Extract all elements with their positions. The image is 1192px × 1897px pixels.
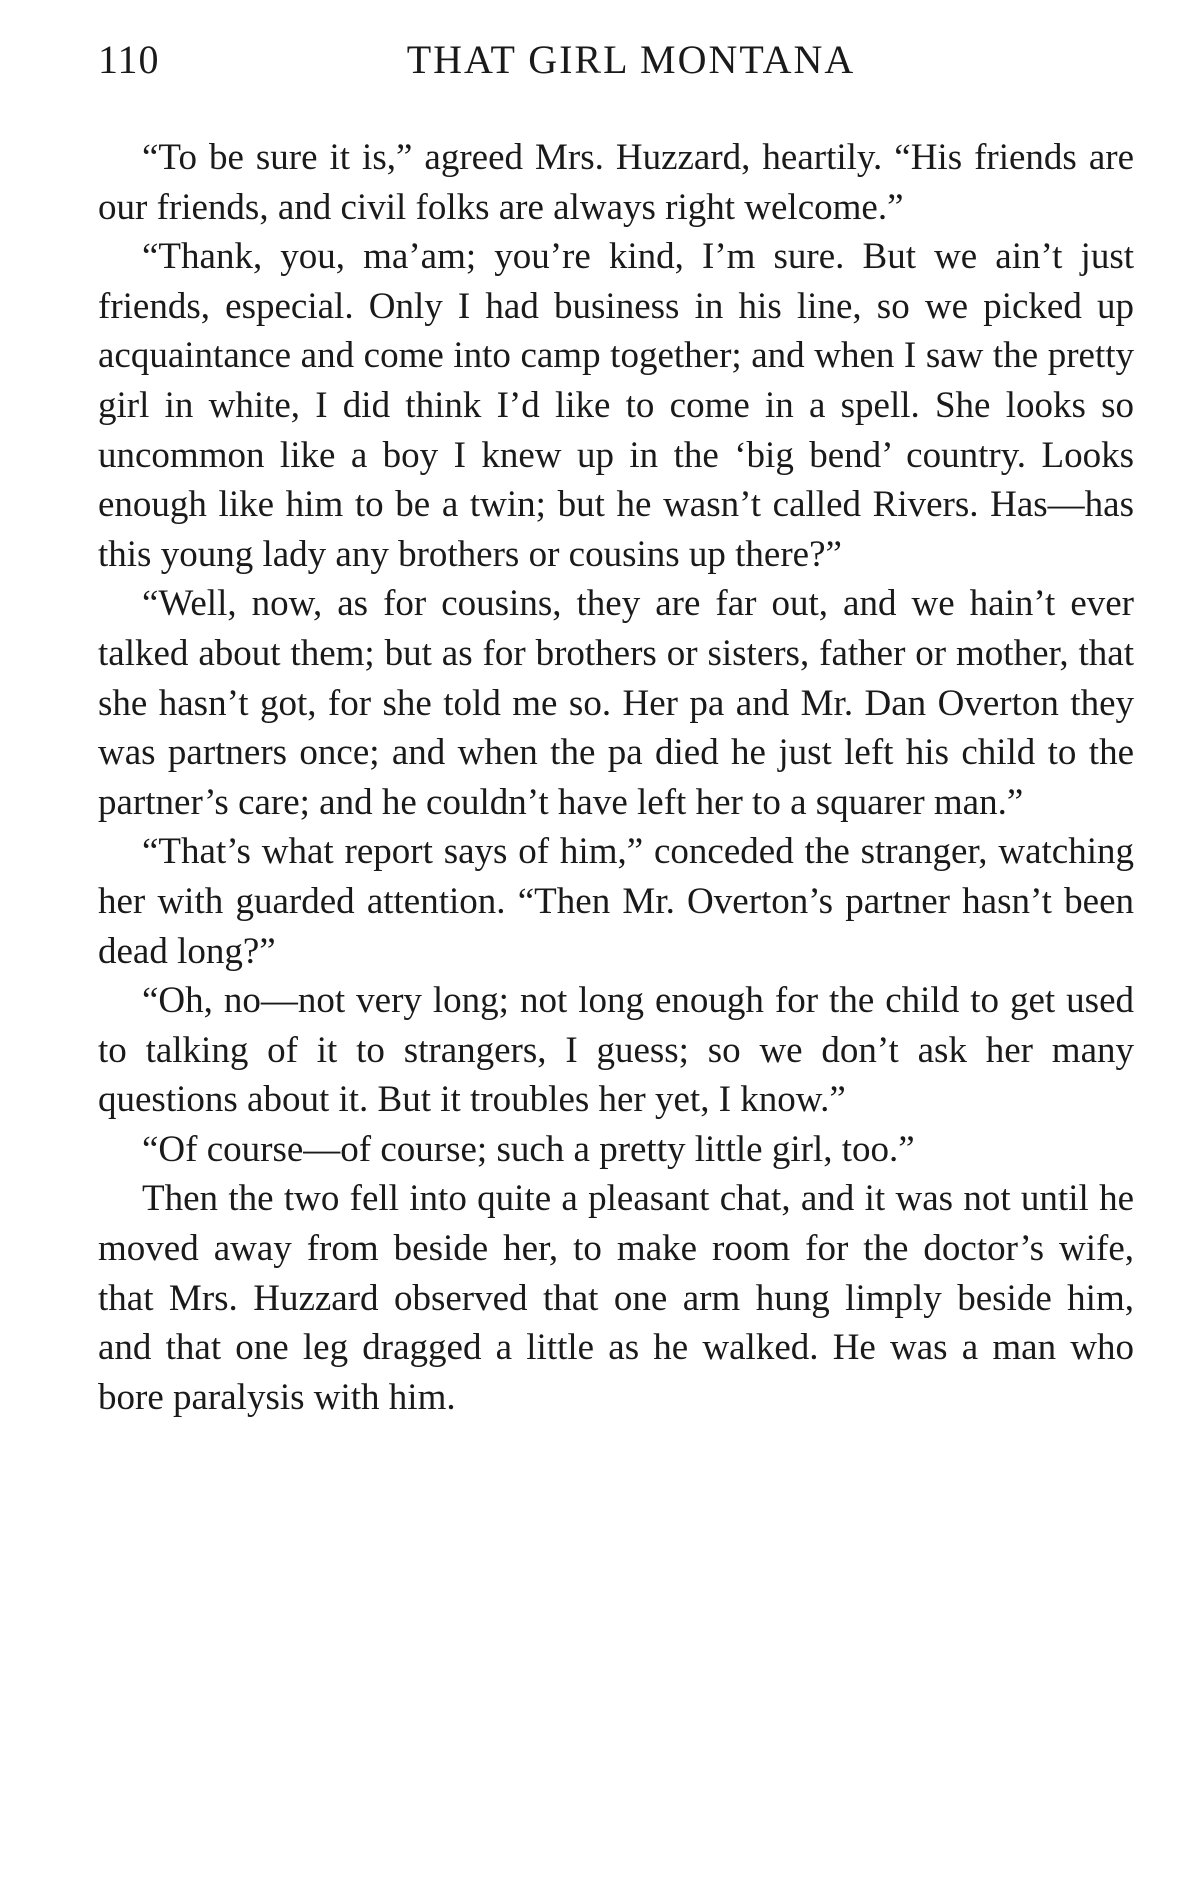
paragraph: “Oh, no—not very long; not long enough for the child to get used to talking of it to strangers, I guess; so we don’t ask her many questions about it. But it troubles her yet, I know.” [98, 980, 1134, 1121]
paragraph: Then the two fell into quite a pleasant chat, and it was not until he moved away from beside her, to make room for the doctor’s wife, that Mrs. Huzzard observed that one arm hung limply beside him, and that one leg dragged a little as he walked. He was a man who bore paralysis with him. [98, 1178, 1134, 1418]
page-header [98, 30, 1134, 90]
paragraph: “That’s what report says of him,” conceded the stranger, watching her with guarded attention. “Then Mr. Overton’s partner hasn’t been dead long?” [98, 831, 1134, 972]
paragraph: “To be sure it is,” agreed Mrs. Huzzard, heartily. “His friends are our friends, and civil folks are always right welcome.” [98, 137, 1134, 228]
page-number: 110 [98, 37, 160, 82]
paragraph: “Thank, you, ma’am; you’re kind, I’m sure. But we ain’t just friends, especial. Only I had business in his line, so we picked up acquaintance and come into camp together; and when I saw the pretty girl in white, I did think I’d like to come in a spell. She looks so uncommon like a boy I knew up in the ‘big bend’ country. Looks enough like him to be a twin; but he wasn’t called Rivers. Has—has this young lady any brothers or cousins up there?” [98, 236, 1134, 575]
paragraph: “Well, now, as for cousins, they are far out, and we hain’t ever talked about them; but as for brothers or sisters, father or mother, that she hasn’t got, for she told me so. Her pa and Mr. Dan Overton they was partners once; and when the pa died he just left his child to the partner’s care; and he couldn’t have left her to a squarer man.” [98, 583, 1134, 823]
paragraph: “Of course—of course; such a pretty little girl, too.” [142, 1128, 915, 1170]
body-text [98, 133, 1134, 1422]
running-head: THAT GIRL MONTANA [406, 37, 856, 82]
